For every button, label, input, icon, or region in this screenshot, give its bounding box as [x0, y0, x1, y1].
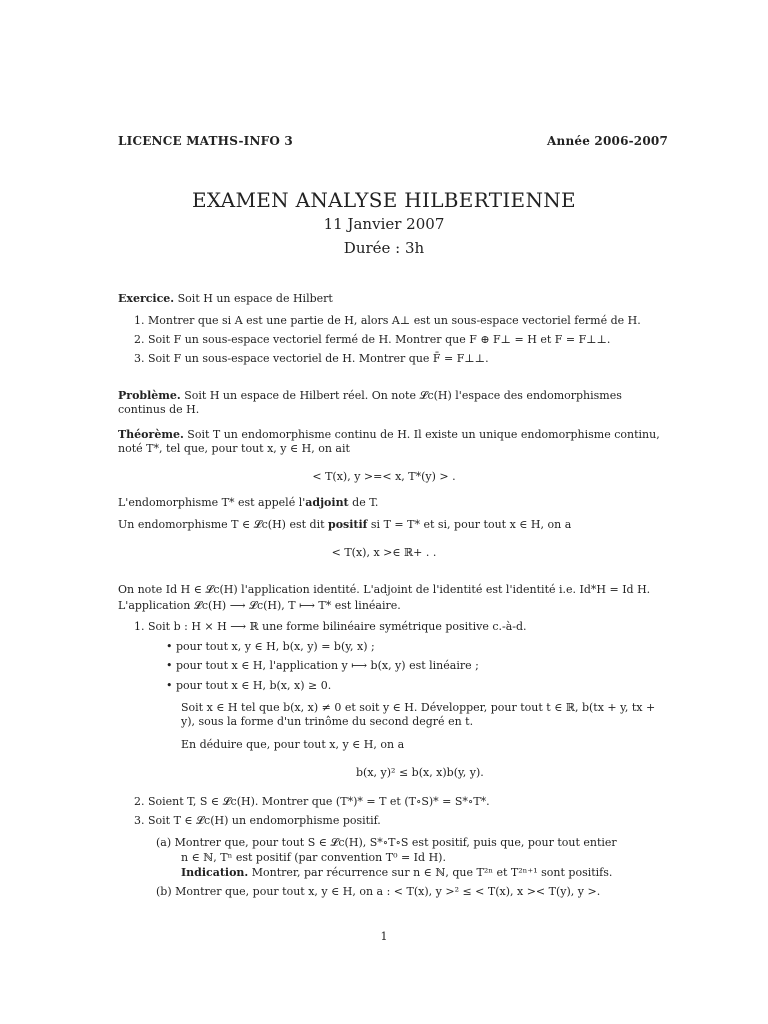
bullet-icon: • — [166, 659, 176, 672]
q1-intro: 1. Soit b : H × H ⟶ ℝ une forme bilinéaire symétrique positive c.-à-d. — [134, 620, 527, 633]
probleme-paragraph — [118, 389, 666, 417]
q1-bullet-2-text: pour tout x ∈ H, l'application y ⟼ b(x, y) est linéaire ; — [176, 659, 479, 672]
probleme-text: Soit H un espace de Hilbert réel. On note 𝓛c(H) l'espace des endomorphismes continus de H. — [118, 389, 622, 416]
q1-bullet-1-text: pour tout x, y ∈ H, b(x, y) = b(y, x) ; — [176, 640, 375, 653]
positif-term: positif — [328, 518, 368, 531]
header-left: LICENCE MATHS-INFO 3 — [118, 134, 293, 148]
exercice-item-3: 3. Soit F un sous-espace vectoriel de H. Montrer que F̄ = F⊥⊥. — [134, 352, 489, 365]
exercice-text: Soit H un espace de Hilbert — [177, 292, 333, 305]
q3-a-line-2: n ∈ ℕ, Tⁿ est positif (par convention T⁰ = Id H). — [181, 851, 446, 864]
q1-bullet-1 — [166, 640, 375, 654]
adjoint-definition — [118, 496, 378, 510]
positif-post: si T = T* et si, pour tout x ∈ H, on a — [367, 518, 572, 531]
exercice-label: Exercice. — [118, 292, 175, 305]
positif-formula: < T(x), x >∈ ℝ+ . . — [331, 546, 437, 559]
theoreme-paragraph — [118, 428, 666, 456]
positif-pre: Un endomorphisme T ∈ 𝓛c(H) est dit — [118, 518, 328, 531]
adjoint-term: adjoint — [305, 496, 349, 509]
exam-date: 11 Janvier 2007 — [323, 215, 445, 233]
q2: 2. Soient T, S ∈ 𝓛c(H). Montrer que (T*)* = T et (T∘S)* = S*∘T*. — [134, 795, 490, 808]
exercice-intro — [118, 292, 333, 306]
exercice-item-2: 2. Soit F un sous-espace vectoriel fermé de H. Montrer que F ⊕ F⊥ = H et F = F⊥⊥. — [134, 333, 611, 346]
adjoint-pre: L'endomorphisme T* est appelé l' — [118, 496, 306, 509]
q1-bullet-2 — [166, 659, 479, 673]
page-number: 1 — [380, 930, 388, 943]
identite-line-2: L'application 𝓛c(H) ⟶ 𝓛c(H), T ⟼ T* est linéaire. — [118, 599, 401, 612]
q1-bullet-3-text: pour tout x ∈ H, b(x, x) ≥ 0. — [176, 679, 332, 692]
exam-title: EXAMEN ANALYSE HILBERTIENNE — [192, 188, 576, 212]
q3-intro: 3. Soit T ∈ 𝓛c(H) un endomorphisme positif. — [134, 814, 381, 827]
q3-b: (b) Montrer que, pour tout x, y ∈ H, on a : < T(x), y >² ≤ < T(x), x >< T(y), y >. — [156, 885, 601, 898]
indication-text: Montrer, par récurrence sur n ∈ ℕ, que T²ⁿ et T²ⁿ⁺¹ sont positifs. — [248, 866, 613, 879]
theoreme-label: Théorème. — [118, 428, 184, 441]
bullet-icon: • — [166, 640, 176, 653]
q1-paragraph: Soit x ∈ H tel que b(x, x) ≠ 0 et soit y ∈ H. Développer, pour tout t ∈ ℝ, b(tx + y, tx + y), sous la forme d'un trinôme du second degré en t. — [181, 701, 656, 728]
exam-duration: Durée : 3h — [343, 239, 425, 257]
bullet-icon: • — [166, 679, 176, 692]
q1-formula: b(x, y)² ≤ b(x, x)b(y, y). — [356, 766, 484, 779]
q1-bullet-3 — [166, 679, 331, 693]
identite-line-1: On note Id H ∈ 𝓛c(H) l'application identité. L'adjoint de l'identité est l'identité i.e. Id*H = Id H. — [118, 583, 651, 596]
q3-a-line-1: (a) Montrer que, pour tout S ∈ 𝓛c(H), S*∘T∘S est positif, puis que, pour tout entier — [156, 836, 617, 849]
q1-deduce: En déduire que, pour tout x, y ∈ H, on a — [181, 738, 405, 751]
indication-label: Indication. — [181, 866, 249, 879]
theoreme-text: Soit T un endomorphisme continu de H. Il existe un unique endomorphisme continu, noté T*, tel que, pour tout x, y ∈ H, on ait — [118, 428, 660, 455]
exercice-item-1: 1. Montrer que si A est une partie de H, alors A⊥ est un sous-espace vectoriel fermé de H. — [134, 314, 641, 327]
header-right: Année 2006-2007 — [547, 134, 668, 148]
q3-indication — [181, 866, 612, 880]
theoreme-formula: < T(x), y >=< x, T*(y) > . — [312, 470, 456, 483]
adjoint-post: de T. — [348, 496, 379, 509]
positif-definition — [118, 518, 571, 532]
probleme-label: Problème. — [118, 389, 181, 402]
